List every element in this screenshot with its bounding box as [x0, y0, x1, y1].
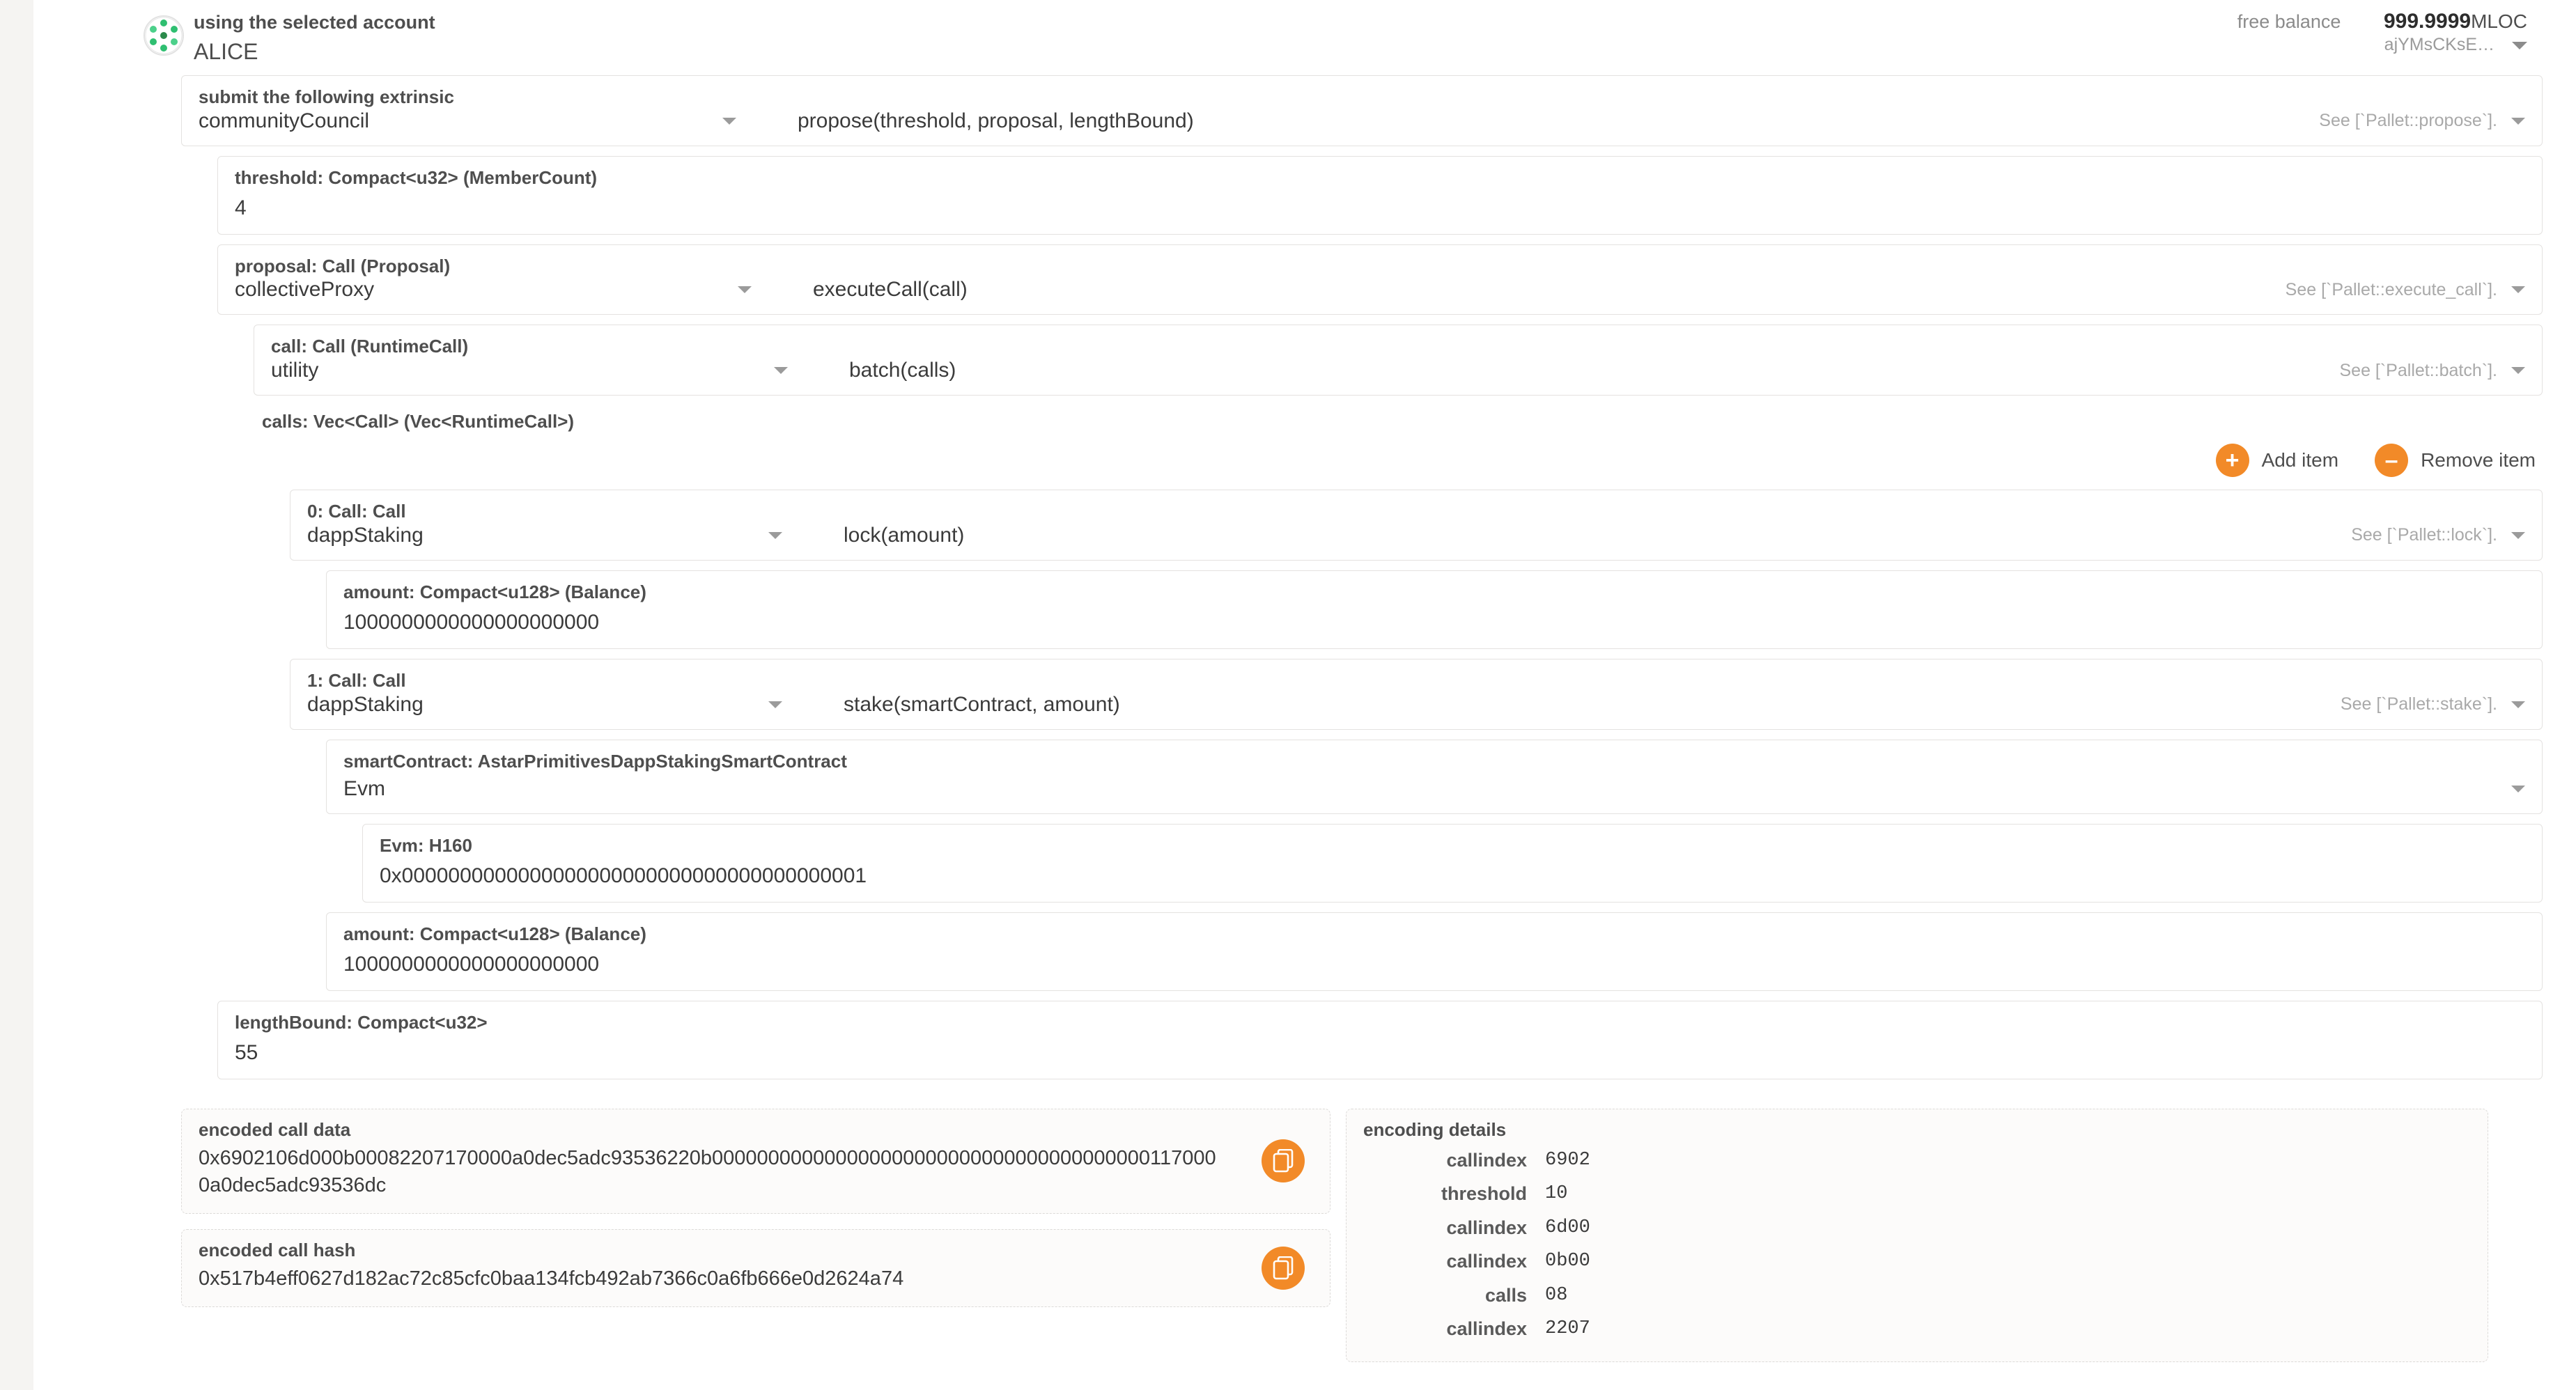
detail-value: 2207 — [1545, 1318, 1590, 1340]
detail-value: 6d00 — [1545, 1217, 1590, 1238]
chevron-down-icon[interactable] — [2512, 42, 2527, 49]
balance-block — [2237, 10, 2543, 55]
remove-item-button[interactable] — [2375, 444, 2536, 477]
call-item-1-pallet-value: dappStaking — [307, 692, 424, 716]
chevron-down-icon[interactable] — [2511, 286, 2525, 293]
length-bound-input[interactable]: 55 — [235, 1040, 258, 1064]
chevron-down-icon[interactable] — [722, 118, 736, 125]
chevron-down-icon[interactable] — [774, 367, 788, 374]
minus-icon: – — [2375, 444, 2408, 477]
smart-contract-field — [326, 740, 2543, 815]
extrinsic-section — [33, 75, 2576, 1079]
call-item-0-signature[interactable]: lock(amount) — [844, 523, 965, 547]
extrinsic-field — [181, 75, 2543, 146]
call-item-1-args — [290, 740, 2543, 991]
chevron-down-icon[interactable] — [2511, 367, 2525, 374]
smart-contract-select[interactable] — [327, 773, 2542, 813]
call-item-1-label: 1: Call: Call — [307, 669, 406, 691]
copy-icon[interactable] — [1262, 1139, 1305, 1182]
encoding-details-panel — [1346, 1109, 2488, 1362]
detail-key: threshold — [1441, 1183, 1527, 1205]
add-item-button[interactable] — [2216, 444, 2339, 477]
chevron-down-icon[interactable] — [2511, 701, 2525, 708]
proposal-label: proposal: Call (Proposal) — [235, 255, 451, 276]
extrinsic-form-sheet — [33, 0, 2576, 1390]
threshold-input[interactable]: 4 — [235, 196, 247, 219]
h160-label: Evm: H160 — [380, 835, 472, 857]
detail-key: callindex — [1446, 1149, 1527, 1171]
detail-key: calls — [1484, 1284, 1527, 1306]
encoded-call-data-panel — [181, 1109, 1330, 1214]
calls-vec-label: calls: Vec<Call> (Vec<RuntimeCall>) — [262, 411, 575, 432]
call-item-1-amount-input[interactable]: 1000000000000000000000 — [343, 952, 600, 976]
table-row — [1347, 1279, 2488, 1313]
remove-item-label: Remove item — [2421, 449, 2536, 471]
call-item-1-doc-text: See [`Pallet::stake`]. — [2340, 694, 2497, 714]
table-row — [1347, 1177, 2488, 1211]
encoding-details-rows — [1347, 1143, 2488, 1346]
table-row — [1347, 1211, 2488, 1245]
call-item-1-amount-field — [326, 912, 2543, 991]
call-item-1-signature[interactable]: stake(smartContract, amount) — [844, 692, 1120, 716]
inner-call-pallet-select[interactable] — [271, 359, 800, 382]
extrinsic-label: submit the following extrinsic — [199, 86, 454, 107]
call-item-0-pallet-select[interactable] — [307, 524, 795, 547]
chevron-down-icon[interactable] — [2511, 786, 2525, 792]
detail-key: callindex — [1446, 1251, 1527, 1272]
add-item-label: Add item — [2261, 449, 2339, 471]
encoding-section — [33, 1089, 2576, 1362]
plus-icon: + — [2216, 444, 2249, 477]
encoded-call-hash-panel — [181, 1229, 1330, 1307]
proposal-doc-link[interactable] — [2286, 280, 2525, 300]
inner-call-label: call: Call (RuntimeCall) — [271, 336, 469, 357]
call-item-0-doc-text: See [`Pallet::lock`]. — [2351, 525, 2497, 545]
threshold-section — [181, 156, 2543, 1079]
copy-icon[interactable] — [1262, 1247, 1305, 1290]
table-row — [1347, 1143, 2488, 1178]
call-item-1 — [290, 659, 2543, 730]
detail-value: 6902 — [1545, 1149, 1590, 1171]
proposal-field — [217, 244, 2543, 315]
chevron-down-icon[interactable] — [768, 532, 782, 539]
balance-label: free balance — [2237, 11, 2341, 32]
avatar — [143, 15, 184, 56]
account-label: using the selected account — [194, 12, 435, 33]
call-item-0-pallet-value: dappStaking — [307, 523, 424, 547]
inner-call-signature[interactable]: batch(calls) — [849, 359, 956, 382]
account-name[interactable]: ALICE — [194, 39, 258, 65]
chevron-down-icon[interactable] — [2511, 118, 2525, 125]
chevron-down-icon[interactable] — [2511, 532, 2525, 539]
chevron-down-icon[interactable] — [738, 286, 752, 293]
detail-value: 08 — [1545, 1284, 1568, 1306]
call-item-1-doc-link[interactable] — [2341, 694, 2525, 714]
encoded-call-data-label: encoded call data — [199, 1118, 351, 1140]
encoded-left-column — [181, 1109, 1330, 1322]
table-row — [1347, 1312, 2488, 1346]
detail-key: callindex — [1446, 1217, 1527, 1238]
extrinsic-call-signature[interactable]: propose(threshold, proposal, lengthBound) — [798, 109, 1194, 132]
call-item-0 — [290, 490, 2543, 561]
smart-contract-value: Evm — [343, 777, 385, 801]
detail-value: 10 — [1545, 1183, 1568, 1205]
call-item-0-args — [290, 570, 2543, 649]
call-item-0-amount-label: amount: Compact<u128> (Balance) — [343, 581, 646, 602]
extrinsic-doc-link[interactable] — [2319, 111, 2525, 131]
inner-call-doc-text: See [`Pallet::batch`]. — [2339, 360, 2497, 380]
h160-field — [362, 824, 2543, 903]
proposal-doc-text: See [`Pallet::execute_call`]. — [2285, 279, 2497, 299]
proposal-pallet-select[interactable] — [235, 278, 764, 302]
call-item-0-label: 0: Call: Call — [307, 501, 406, 522]
account-row — [33, 0, 2576, 75]
call-item-1-amount-label: amount: Compact<u128> (Balance) — [343, 923, 646, 945]
threshold-field — [217, 156, 2543, 235]
left-gutter — [0, 0, 33, 1390]
calls-vec-section — [254, 405, 2543, 991]
calls-vec-items — [254, 490, 2543, 991]
balance-unit: MLOC — [2471, 10, 2527, 32]
call-item-0-amount-field — [326, 570, 2543, 649]
extrinsic-pallet-select[interactable] — [199, 109, 749, 133]
detail-value: 0b00 — [1545, 1251, 1590, 1272]
encoded-call-hash-label: encoded call hash — [199, 1240, 356, 1261]
inner-call-doc-link[interactable] — [2339, 361, 2525, 381]
account-address: ajYMsCKsE… — [2384, 35, 2495, 54]
inner-call-field — [254, 325, 2543, 396]
extrinsic-pallet-value: communityCouncil — [199, 109, 370, 132]
h160-input[interactable]: 0x0000000000000000000000000000000000000001 — [380, 864, 867, 888]
extrinsic-doc-text: See [`Pallet::propose`]. — [2319, 111, 2497, 131]
chevron-down-icon[interactable] — [768, 701, 782, 708]
threshold-label: threshold: Compact<u32> (MemberCount) — [235, 166, 598, 188]
calls-vec-item-toolbar — [254, 437, 2543, 490]
call-item-0-amount-input[interactable]: 1000000000000000000000 — [343, 610, 600, 634]
table-row — [1347, 1244, 2488, 1279]
smart-contract-label: smartContract: AstarPrimitivesDappStakingSmartContract — [343, 750, 847, 772]
inner-call-pallet-value: utility — [271, 359, 319, 382]
h160-section — [326, 824, 2543, 903]
proposal-pallet-value: collectiveProxy — [235, 278, 375, 302]
encoded-call-hash-value: 0x517b4eff0627d182ac72c85cfc0baa134fcb492ab7366c0a6fb666e0d2624a74 — [199, 1267, 904, 1290]
inner-call-section — [217, 325, 2543, 991]
encoding-details-label: encoding details — [1363, 1118, 1507, 1140]
balance-value: 999.9999 — [2383, 10, 2472, 33]
call-item-1-pallet-select[interactable] — [307, 693, 795, 717]
proposal-call-signature[interactable]: executeCall(call) — [813, 278, 968, 302]
length-bound-field — [217, 1001, 2543, 1079]
encoded-call-data-value: 0x6902106d000b00082207170000a0dec5adc93536220b0000000000000000000000000000000000000001170000a0dec5adc93536dc — [199, 1146, 1216, 1196]
detail-key: callindex — [1446, 1318, 1527, 1340]
length-bound-label: lengthBound: Compact<u32> — [235, 1011, 488, 1033]
call-item-0-doc-link[interactable] — [2351, 525, 2525, 545]
